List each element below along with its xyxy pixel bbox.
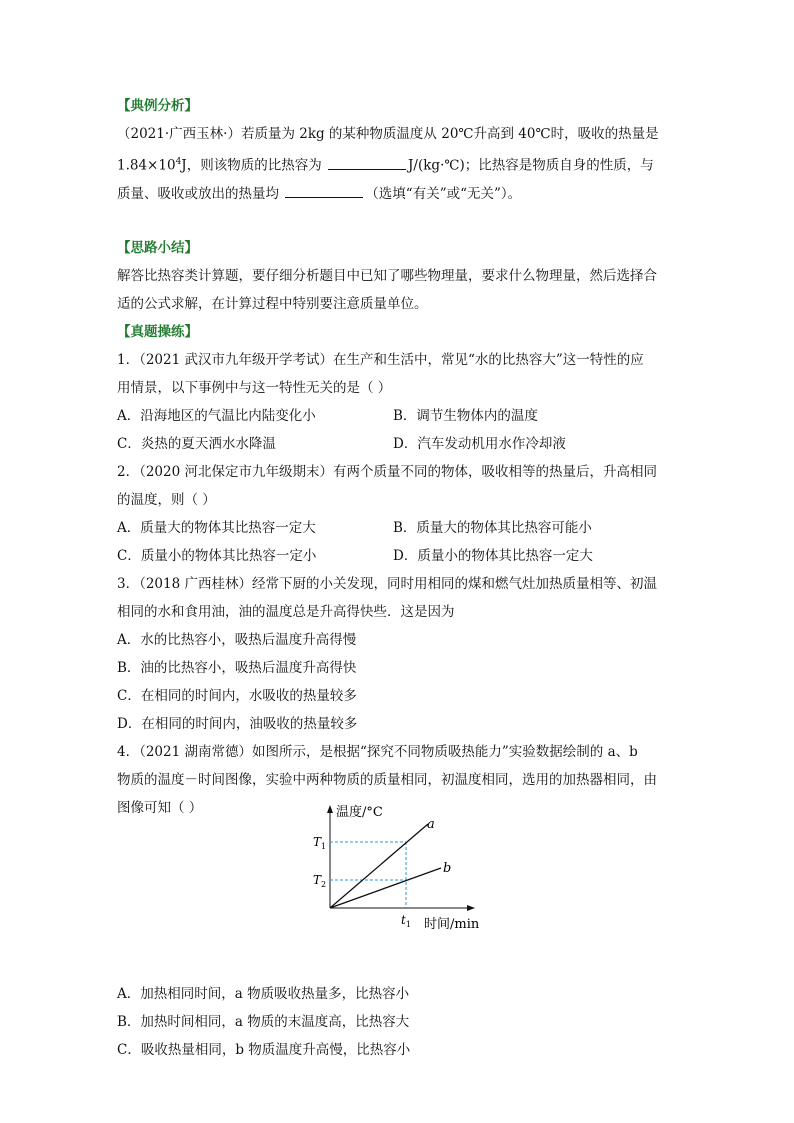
x-axis-label: 时间/min (424, 917, 480, 932)
series-a-label: a (427, 817, 435, 832)
q4-stem-1: 4．（2021 湖南常德）如图所示，是根据“探究不同物质吸热能力”实验数据绘制的 a、b (117, 743, 638, 760)
q1-option-b: B．调节生物体内的温度 (393, 407, 538, 424)
x-axis-arrow (467, 905, 475, 911)
q1-options-row-1 (117, 402, 687, 430)
q2-option-d: D．质量小的物体其比热容一定大 (393, 547, 593, 564)
q3-option-d: D．在相同的时间内，油吸收的热量较多 (117, 715, 358, 732)
t1-tick-label: $T_1$ (313, 835, 327, 851)
answer-blank-2 (285, 185, 363, 198)
q3-option-b: B．油的比热容小，吸热后温度升高得快 (117, 659, 357, 676)
q4-stem-3: 图像可知（ ） (117, 799, 203, 816)
summary-line-1: 解答比热容类计算题，要仔细分析题目中已知了哪些物理量，要求什么物理量，然后选择合 (117, 267, 657, 284)
q1-option-d: D．汽车发动机用水作冷却液 (393, 435, 566, 452)
q2-stem-1: 2．（2020 河北保定市九年级期末）有两个质量不同的物体，吸收相等的热量后，升高相同 (117, 463, 657, 480)
summary-heading: 【思路小结】 (117, 239, 198, 256)
q2-option-c: C．质量小的物体其比热容一定小 (117, 547, 317, 564)
example-line-3: 质量、吸收或放出的热量均 （选填“有关”或“无关”）。 (117, 185, 522, 202)
line-a (330, 824, 428, 908)
q3-option-a: A．水的比热容小，吸热后温度升高得慢 (117, 631, 357, 648)
temperature-time-graph (300, 800, 490, 932)
q4-option-a: A．加热相同时间，a 物质吸收热量多，比热容小 (117, 985, 410, 1002)
example-heading: 【典例分析】 (117, 98, 198, 114)
q2-option-a: A．质量大的物体其比热容一定大 (117, 519, 316, 536)
q3-stem-1: 3．（2018 广西桂林）经常下厨的小关发现，同时用相同的煤和燃气灶加热质量相等、初温 (117, 575, 657, 592)
example-line-1: （2021·广西玉林·）若质量为 2kg 的某种物质温度从 20℃升高到 40℃时，吸收的热量是 (117, 126, 659, 142)
answer-blank-1 (328, 157, 406, 170)
t2-tick-label: $T_2$ (313, 873, 327, 889)
line-b (330, 868, 441, 908)
q2-stem-2: 的温度，则（ ） (117, 491, 216, 508)
series-b-label: b (443, 861, 452, 876)
q3-option-c: C．在相同的时间内，水吸收的热量较多 (117, 687, 357, 704)
q2-options-row-1 (117, 514, 687, 542)
q4-option-c: C．吸收热量相同，b 物质温度升高慢，比热容小 (117, 1041, 411, 1058)
q1-option-c: C．炎热的夏天洒水水降温 (117, 435, 276, 452)
q1-stem-1: 1．（2021 武汉市九年级开学考试）在生产和生活中，常见“水的比热容大”这一特性的应 (117, 351, 644, 368)
q1-stem-2: 用情景，以下事例中与这一特性无关的是（ ） (117, 379, 392, 396)
q1-options-row-2 (117, 430, 687, 458)
q4-stem-2: 物质的温度－时间图像，实验中两种物质的质量相同，初温度相同，选用的加热器相同，由 (117, 771, 657, 788)
q2-option-b: B．质量大的物体其比热容可能小 (393, 519, 592, 536)
q4-option-b: B．加热时间相同，a 物质的末温度高，比热容大 (117, 1013, 410, 1030)
q2-options-row-2 (117, 542, 687, 570)
y-axis-arrow (327, 805, 333, 813)
y-axis-label: 温度/°C (336, 805, 383, 820)
q3-stem-2: 相同的水和食用油，油的温度总是升高得快些．这是因为 (117, 603, 455, 620)
time-tick-label: $t_1$ (401, 913, 411, 929)
summary-line-2: 适的公式求解，在计算过程中特别要注意质量单位。 (117, 295, 428, 312)
practice-heading: 【真题操练】 (117, 323, 198, 340)
example-line-2: $1.84\times 10^4J$，则该物质的比热容为 J/(kg·℃)；比热容是物质自身的性质，与 (117, 157, 654, 174)
q1-option-a: A．沿海地区的气温比内陆变化小 (117, 407, 316, 424)
